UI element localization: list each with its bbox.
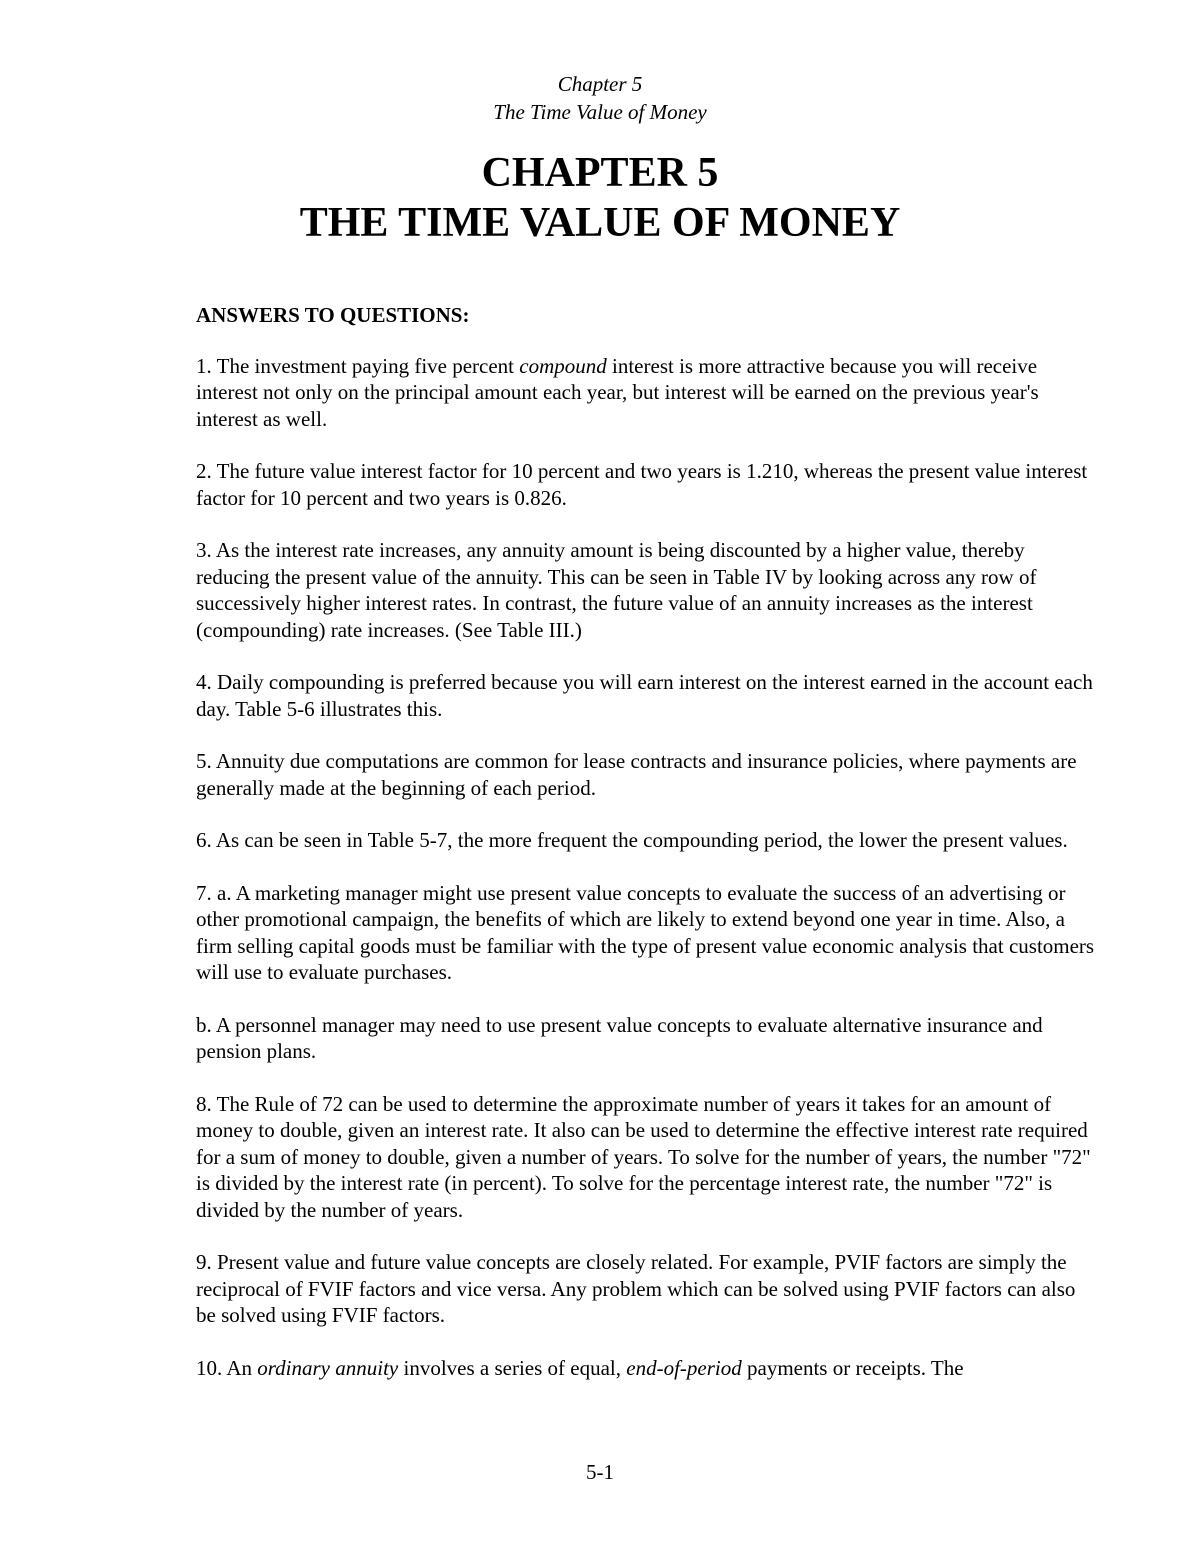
running-header-title: The Time Value of Money [493,100,707,124]
answer-1-text-end: interest is more attractive because you will receive interest not only on the principal amount each year, but interest will be earned on the previous year's interest as well. [196,353,1039,431]
answer-3: 3. As the interest rate increases, any annuity amount is being discounted by a higher value, thereby reducing the present value of the annuity. This can be seen in Table IV by looking across any row of successively higher interest rates. In contrast, the future value of an annuity increases as the interest (compounding) rate increases. (See Table III.) [196,538,1037,642]
answer-2: 2. The future value interest factor for 10 percent and two years is 1.210, whereas the present value interest factor for 10 percent and two years is 0.826. [196,459,1088,510]
answer-10-emphasis-2: end-of-period [626,1355,742,1380]
answer-5: 5. Annuity due computations are common for lease contracts and insurance policies, where payments are generally made at the beginning of each period. [196,749,1077,800]
answer-10-text-middle: involves a series of equal, [398,1355,627,1380]
answer-10-text-start: 10. An [196,1355,258,1380]
answer-1-emphasis: compound [519,353,607,378]
section-heading: ANSWERS TO QUESTIONS: [196,303,470,327]
running-header [0,70,1200,126]
document-body [196,302,1096,1407]
answer-1 [196,353,1096,433]
answer-4: 4. Daily compounding is preferred because you will earn interest on the interest earned in the account each day. Table 5-6 illustrates this. [196,670,1093,721]
chapter-title-name: THE TIME VALUE OF MONEY [299,200,901,246]
answer-7b: b. A personnel manager may need to use present value concepts to evaluate alternative insurance and pension plans. [196,1012,1043,1063]
answer-6: 6. As can be seen in Table 5-7, the more frequent the compounding period, the lower the present values. [196,828,1068,852]
chapter-title-number: CHAPTER 5 [481,150,719,196]
answer-7a: 7. a. A marketing manager might use present value concepts to evaluate the success of an advertising or other promotional campaign, the benefits of which are likely to extend beyond one year in time. Also, a firm selling capital goods must be familiar with the type of present value economic analysis that customers will use to evaluate purchases. [196,880,1095,984]
page-number: 5-1 [586,1460,614,1484]
answer-10-text-end: payments or receipts. The [741,1355,964,1380]
answer-10 [196,1355,1096,1382]
answer-10-emphasis-1: ordinary annuity [257,1355,399,1380]
running-header-chapter: Chapter 5 [557,72,643,96]
answer-1-text-start: 1. The investment paying five percent [196,353,520,378]
answer-8: 8. The Rule of 72 can be used to determine the approximate number of years it takes for an amount of money to double, given an interest rate. It also can be used to determine the effective interest rate required for a sum of money to double, given a number of years. To solve for the number of years, the number "72" is divided by the interest rate (in percent). To solve for the percentage interest rate, the number "72" is divided by the number of years. [196,1091,1091,1222]
answer-9: 9. Present value and future value concepts are closely related. For example, PVIF factors are simply the reciprocal of FVIF factors and vice versa. Any problem which can be solved using PVIF factors can also be solved using FVIF factors. [196,1250,1076,1327]
chapter-title [0,148,1200,248]
